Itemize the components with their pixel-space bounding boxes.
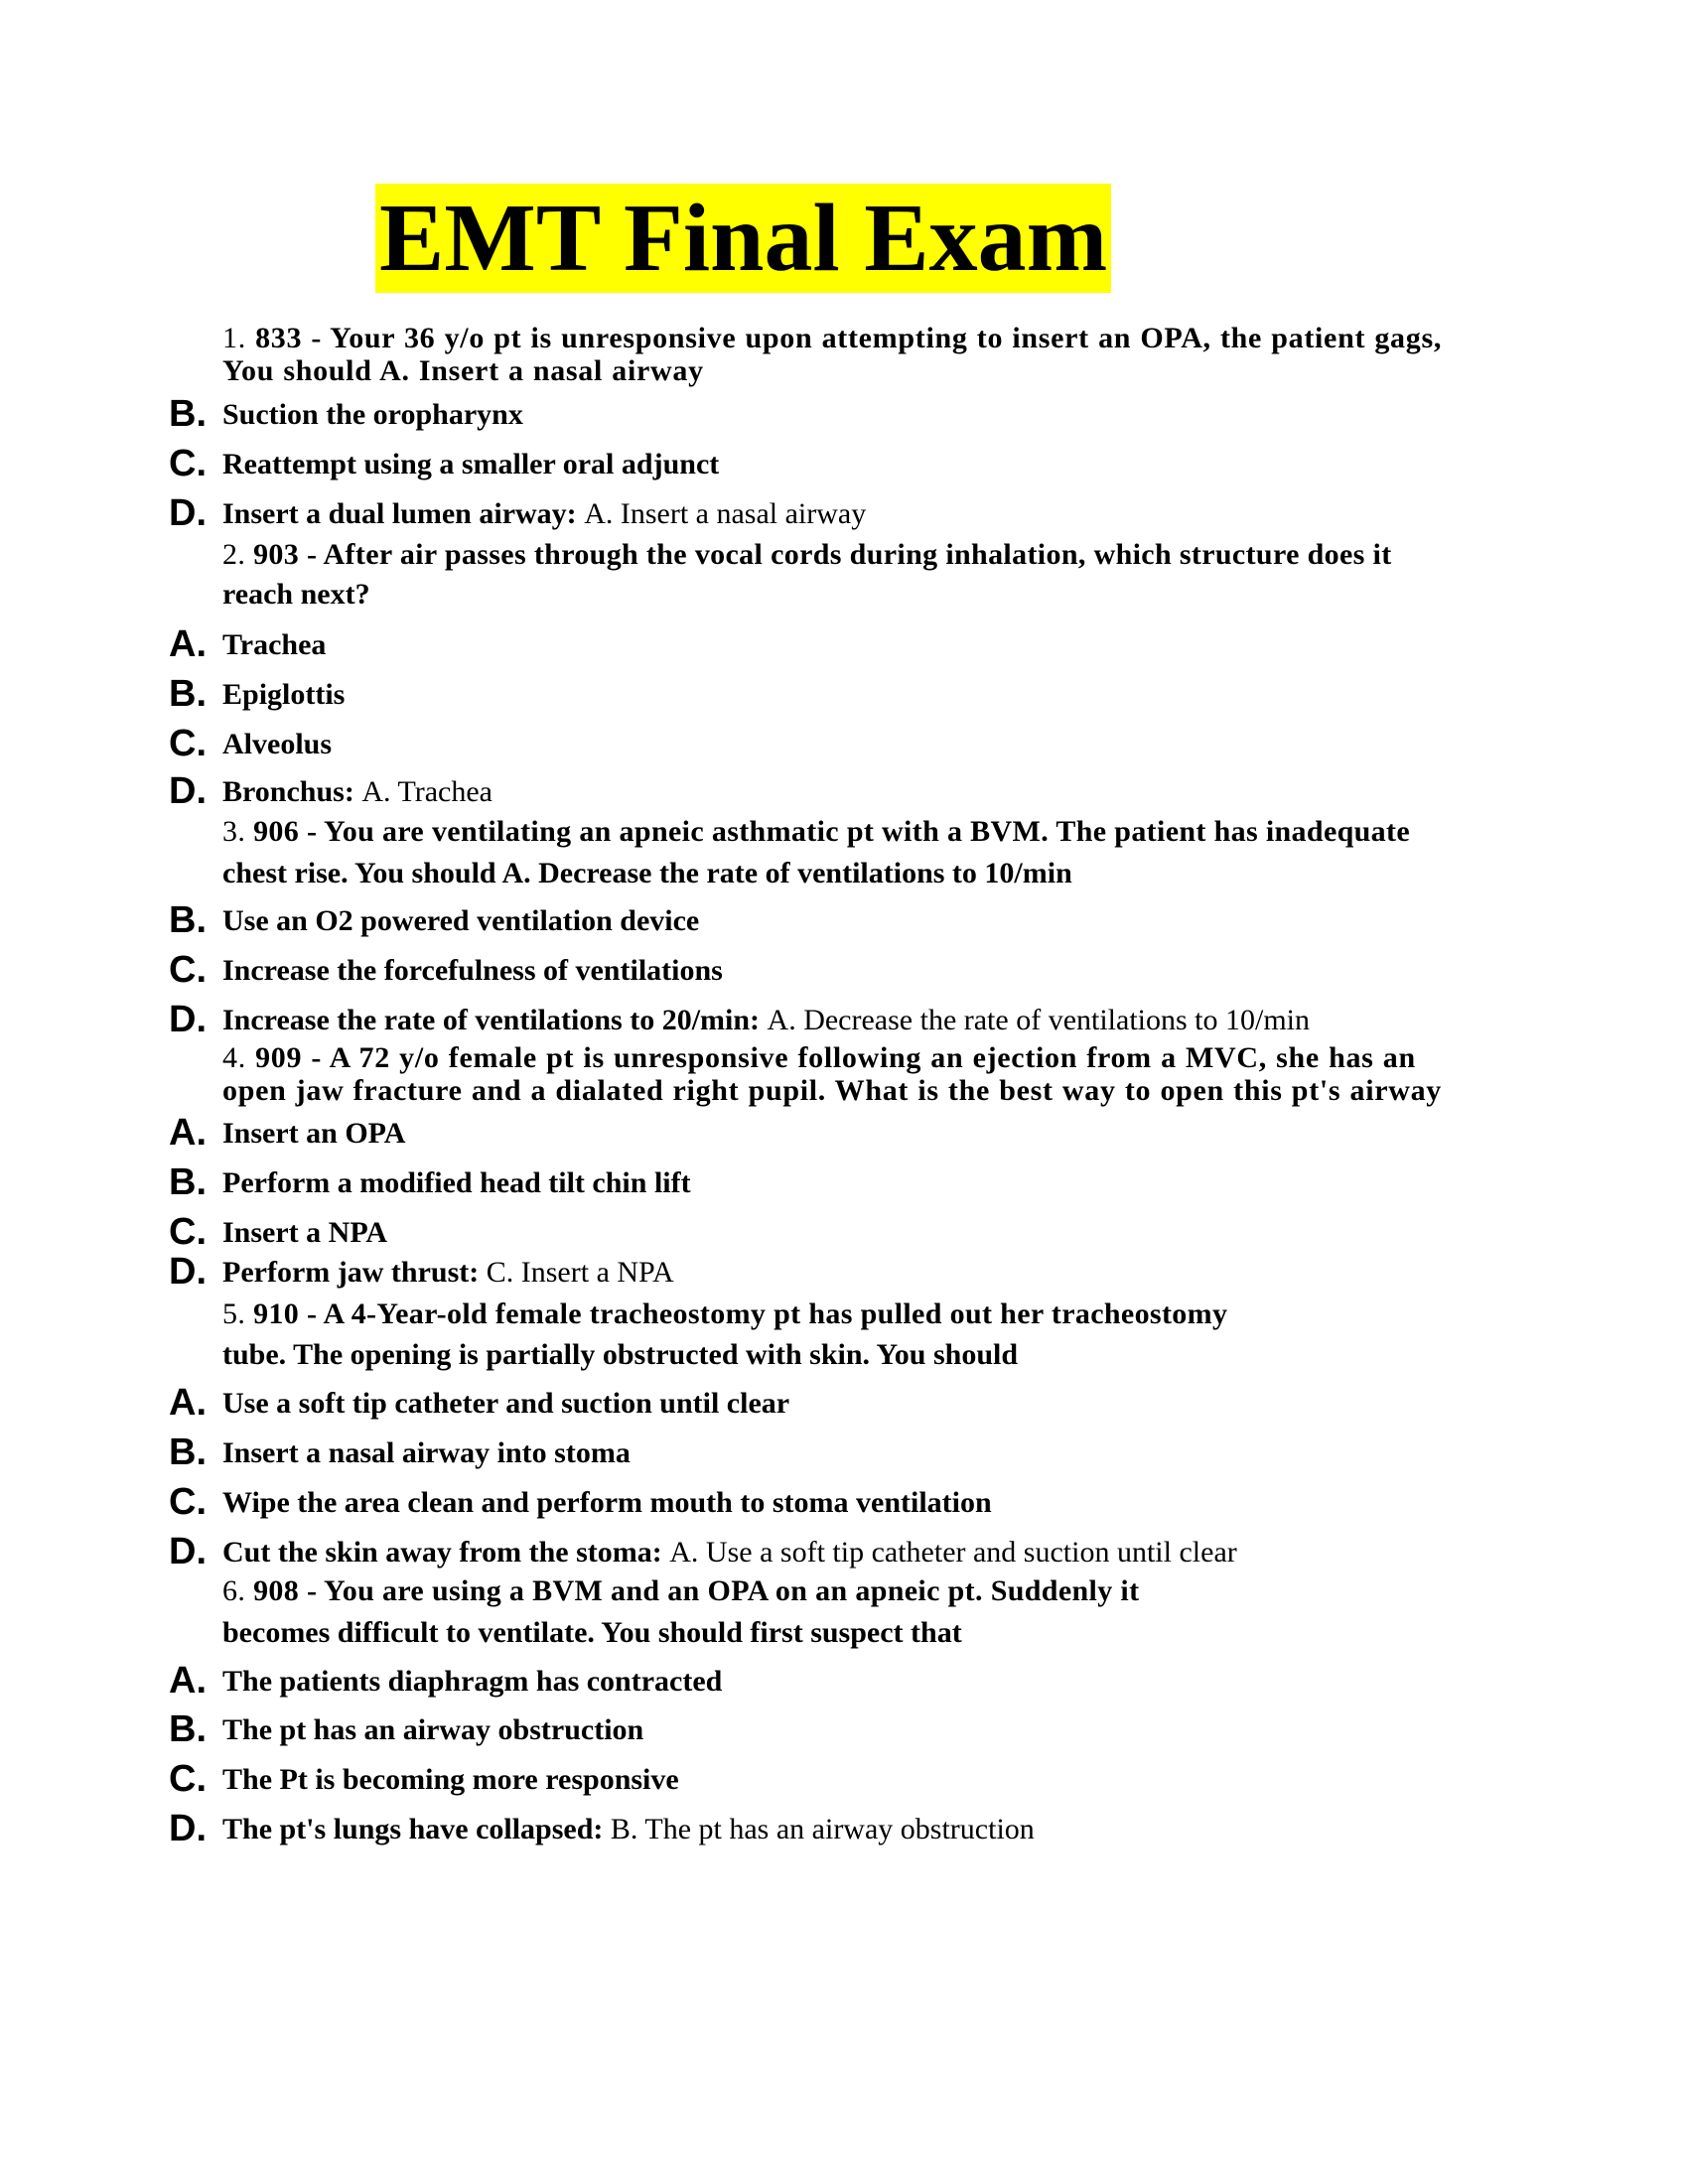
option-letter: C. xyxy=(169,949,207,991)
answer-text: C. Insert a NPA xyxy=(486,1256,674,1289)
question-1-stem: 833 - Your 36 y/o pt is unresponsive upon attempting to insert an OPA, the patient gags, xyxy=(255,322,1443,354)
question-3-number: 3. xyxy=(222,815,246,848)
option-text: Increase the rate of ventilations to 20/min: xyxy=(222,1004,761,1036)
option-text: Insert a NPA xyxy=(222,1216,388,1249)
answer-text: B. The pt has an airway obstruction xyxy=(610,1813,1035,1845)
option-letter: A. xyxy=(169,1112,207,1154)
question-4-number: 4. xyxy=(222,1041,246,1074)
answer-text: A. Use a soft tip catheter and suction until clear xyxy=(669,1536,1237,1569)
question-3-stem-line-1 xyxy=(222,814,1410,850)
question-6-stem-line-2: becomes difficult to ventilate. You should first suspect that xyxy=(222,1616,962,1649)
option-text: Reattempt using a smaller oral adjunct xyxy=(222,448,720,480)
question-3-stem: 906 - You are ventilating an apneic asthmatic pt with a BVM. The patient has inadequate xyxy=(253,815,1411,848)
answer-text: A. Decrease the rate of ventilations to 10/min xyxy=(767,1004,1311,1036)
option-text: Wipe the area clean and perform mouth to stoma ventilation xyxy=(222,1486,992,1519)
question-5-number: 5. xyxy=(222,1297,246,1330)
question-5-stem-line-2: tube. The opening is partially obstructed with skin. You should xyxy=(222,1338,1019,1371)
option-letter: B. xyxy=(169,393,207,435)
option-letter: B. xyxy=(169,1432,207,1473)
answer-text: A. Insert a nasal airway xyxy=(584,497,867,530)
option-letter: D. xyxy=(169,1251,207,1293)
question-6-stem-line-1 xyxy=(222,1573,1139,1609)
option-letter: A. xyxy=(169,1660,207,1702)
option-letter: C. xyxy=(169,443,207,484)
option-text: Insert an OPA xyxy=(222,1117,406,1150)
option-text: Use an O2 powered ventilation device xyxy=(222,904,700,937)
question-2-stem: 903 - After air passes through the vocal cords during inhalation, which structure does it xyxy=(253,538,1392,571)
question-1-stem-line-2: You should A. Insert a nasal airway xyxy=(222,354,704,387)
option-text: The pt's lungs have collapsed: xyxy=(222,1813,604,1845)
question-5-stem: 910 - A 4-Year-old female tracheostomy pt has pulled out her tracheostomy xyxy=(253,1297,1228,1330)
option-text: Insert a nasal airway into stoma xyxy=(222,1436,631,1469)
option-text: The patients diaphragm has contracted xyxy=(222,1665,723,1698)
option-text: Bronchus: xyxy=(222,775,354,808)
option-text: Epiglottis xyxy=(222,678,346,711)
option-letter: C. xyxy=(169,723,207,764)
answer-text: A. Trachea xyxy=(361,775,492,808)
option-letter: B. xyxy=(169,673,207,715)
option-letter: D. xyxy=(169,492,207,534)
option-text: Insert a dual lumen airway: xyxy=(222,497,577,530)
question-2-number: 2. xyxy=(222,538,246,571)
option-letter: B. xyxy=(169,1708,207,1750)
question-4-stem-line-1 xyxy=(222,1040,1416,1076)
option-letter: B. xyxy=(169,1161,207,1203)
option-letter: D. xyxy=(169,999,207,1040)
option-text: Perform a modified head tilt chin lift xyxy=(222,1166,691,1199)
question-4-stem-line-2: open jaw fracture and a dialated right pupil. What is the best way to open this pt's airway xyxy=(222,1074,1443,1107)
option-letter: D. xyxy=(169,1808,207,1849)
option-letter: C. xyxy=(169,1211,207,1253)
question-6-number: 6. xyxy=(222,1574,246,1607)
option-letter: A. xyxy=(169,1382,207,1424)
option-letter: C. xyxy=(169,1481,207,1523)
question-5-stem-line-1 xyxy=(222,1297,1227,1332)
option-letter: D. xyxy=(169,1531,207,1572)
question-4-stem: 909 - A 72 y/o female pt is unresponsive following an ejection from a MVC, she has an xyxy=(255,1041,1416,1074)
question-6-stem: 908 - You are using a BVM and an OPA on an apneic pt. Suddenly it xyxy=(253,1574,1140,1607)
option-letter: A. xyxy=(169,623,207,665)
option-text: Perform jaw thrust: xyxy=(222,1256,480,1289)
option-text: Cut the skin away from the stoma: xyxy=(222,1536,662,1569)
option-text: The pt has an airway obstruction xyxy=(222,1713,644,1746)
option-text: Use a soft tip catheter and suction until clear xyxy=(222,1387,790,1420)
option-text: Suction the oropharynx xyxy=(222,398,523,431)
option-letter: C. xyxy=(169,1758,207,1800)
option-text: Alveolus xyxy=(222,728,333,760)
question-2-stem-line-1 xyxy=(222,537,1392,573)
option-letter: B. xyxy=(169,899,207,941)
exam-title: EMT Final Exam xyxy=(375,184,1111,293)
option-letter: D. xyxy=(169,770,207,812)
option-text: Trachea xyxy=(222,628,327,661)
question-3-stem-line-2: chest rise. You should A. Decrease the rate of ventilations to 10/min xyxy=(222,857,1072,889)
option-text: Increase the forcefulness of ventilations xyxy=(222,954,723,987)
question-1-stem-line-1 xyxy=(222,321,1442,356)
option-text: The Pt is becoming more responsive xyxy=(222,1763,679,1796)
question-1-number: 1. xyxy=(222,322,246,354)
question-2-stem-line-2: reach next? xyxy=(222,578,370,611)
